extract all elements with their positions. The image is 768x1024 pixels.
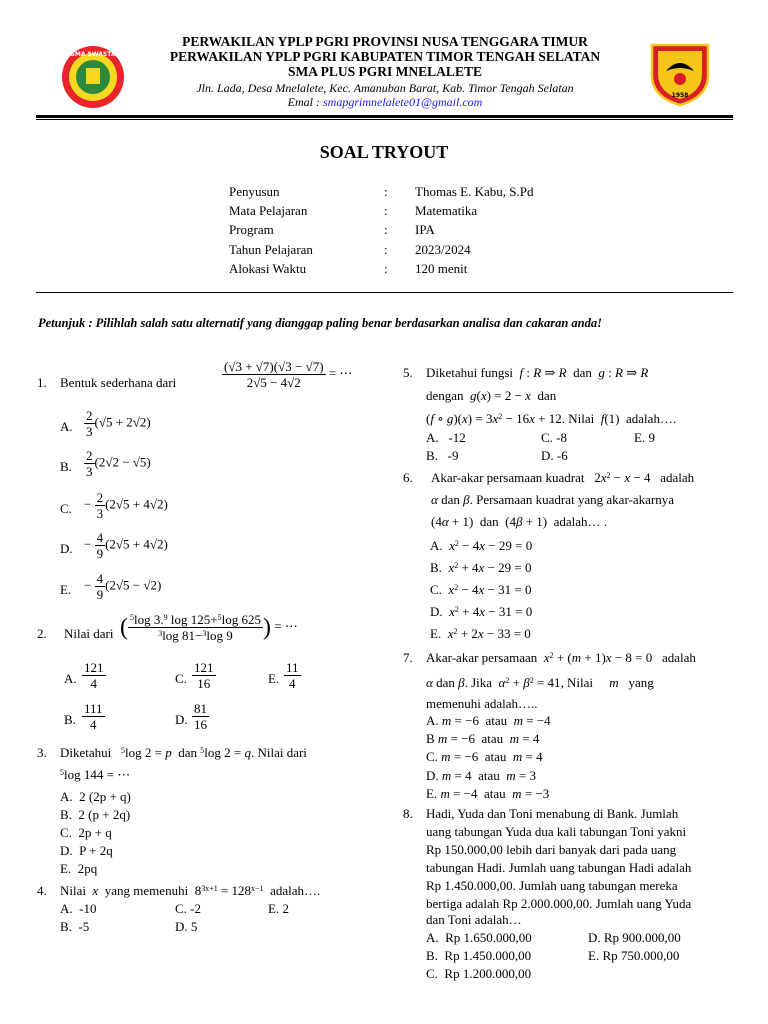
q1-opt-b-label[interactable]: B. (60, 459, 72, 474)
q5-opt-e[interactable]: E. 9 (634, 430, 655, 445)
q1-opt-a-label[interactable]: A. (60, 419, 73, 434)
q4-opt-a[interactable]: A. -10 (60, 901, 97, 916)
q7-line-1: Akar-akar persamaan $x^2 + (m + 1)x - 8 = 0$ adalah (426, 650, 696, 665)
q6-opt-b[interactable]: B. $x^2 + 4x - 29 = 0$ (430, 560, 532, 575)
q1-expression: $\frac{(√3 + √7)(√3 - √7)}{2√5 - 4√2}$ = ⋯ (224, 359, 353, 390)
q1-opt-c-label[interactable]: C. (60, 501, 72, 516)
q3-opt-d[interactable]: D. P + 2q (60, 843, 113, 858)
q8-opt-a[interactable]: A. Rp 1.650.000,00 (426, 930, 532, 945)
svg-text:1958: 1958 (671, 92, 689, 99)
q8-line: Rp 1.450.000,00. Jumlah uang tabungan mereka (426, 878, 678, 893)
q8-line: bertiga adalah Rp 2.000.000,00. Jumlah uang Yuda (426, 896, 692, 911)
q5-opt-b[interactable]: B. -9 (426, 448, 459, 463)
page-title: SOAL TRYOUT (319, 142, 449, 162)
info-sep: : (384, 261, 388, 276)
q7-number: 7. (403, 650, 413, 665)
q8-number: 8. (403, 806, 413, 821)
q2-opt-d-label[interactable]: D. (175, 712, 188, 727)
q5-opt-d[interactable]: D. -6 (541, 448, 568, 463)
header-line-1: PERWAKILAN YPLP PGRI PROVINSI NUSA TENGGARA TIMUR (182, 34, 588, 49)
q8-line: tabungan Hadi. Jumlah uang tabungan Hadi adalah (426, 860, 692, 875)
q1-opt-d[interactable]: − $\frac{4}{9}$ (2√5 + 4√2) (84, 530, 168, 561)
instruction: Petunjuk : Pilihlah salah satu alternatif yang dianggap paling benar berdasarkan analisa dan cakaran anda! (38, 316, 603, 330)
q7-opt-d[interactable]: D. m = 4 atau m = 3 (426, 768, 536, 783)
q5-opt-a[interactable]: A. -12 (426, 430, 466, 445)
q4-opt-e[interactable]: E. 2 (268, 901, 289, 916)
q3-opt-c[interactable]: C. 2p + q (60, 825, 112, 840)
info-label: Alokasi Waktu (229, 261, 307, 276)
q1-opt-d-label[interactable]: D. (60, 541, 73, 556)
q7-opt-e[interactable]: E. m = −4 atau m = −3 (426, 786, 550, 801)
info-sep: : (384, 203, 388, 218)
info-label: Mata Pelajaran (229, 203, 308, 218)
q1-opt-c[interactable]: − $\frac{2}{3}$ (2√5 + 4√2) (84, 490, 168, 521)
q1-opt-a[interactable]: $\frac{2}{3}$ (√5 + 2√2) (86, 408, 151, 439)
info-label: Tahun Pelajaran (229, 242, 313, 257)
district-emblem-right (646, 41, 714, 107)
q4-line-1: Nilai x yang memenuhi $8^{3x+1} = 128^{x-1}$ adalah…. (60, 883, 321, 898)
q4-opt-c[interactable]: C. -2 (175, 901, 202, 916)
q4-opt-d[interactable]: D. 5 (175, 919, 198, 934)
q6-line-2: α dan β. Persamaan kuadrat yang akar-akarnya (431, 492, 674, 507)
info-value: Thomas E. Kabu, S.Pd (415, 184, 534, 199)
q6-number: 6. (403, 470, 413, 485)
q7-line-2: α dan β. Jika $\alpha^2 + \beta^2 = 41$, Nilai m yang (426, 675, 654, 690)
q8-line: dan Toni adalah… (426, 912, 522, 927)
q8-opt-b[interactable]: B. Rp 1.450.000,00 (426, 948, 532, 963)
q2-opt-e-label[interactable]: E. (268, 671, 280, 686)
q2-opt-b-label[interactable]: B. (64, 712, 76, 727)
q1-opt-e[interactable]: − $\frac{4}{9}$ (2√5 − √2) (84, 571, 162, 602)
q8-line: Hadi, Yuda dan Toni menabung di Bank. Jumlah (426, 806, 679, 821)
q5-line-3: (f ∘ $g)(x) = 3x^2 - 16x + 12$. Nilai f(1) adalah…. (426, 411, 677, 426)
q6-opt-d[interactable]: D. $x^2 + 4x - 31 = 0$ (430, 604, 533, 619)
q2-opt-a-label[interactable]: A. (64, 671, 77, 686)
q7-opt-b[interactable]: B m = −6 atau m = 4 (426, 731, 540, 746)
q8-opt-d[interactable]: D. Rp 900.000,00 (588, 930, 681, 945)
q2-expression: ( $\frac{^5\log 3.^9 \log 125+^5\log 625}{^3\log 81-^3\log 9}$ ) = ⋯ (120, 612, 298, 643)
info-value: IPA (415, 222, 435, 237)
info-value: Matematika (415, 203, 478, 218)
q2-opt-a[interactable]: $\frac{121}{4}$ (84, 660, 104, 691)
q5-line-2: dengan g(x) = 2 − x dan (426, 388, 557, 403)
q8-line: Rp 150.000,00 lebih dari banyak dari pada uang (426, 842, 677, 857)
q1-opt-b[interactable]: $\frac{2}{3}$ (2√2 − √5) (86, 448, 151, 479)
info-label: Penyusun (229, 184, 280, 199)
q3-opt-a[interactable]: A. 2 (2p + q) (60, 789, 131, 804)
q7-line-3: memenuhi adalah….. (426, 696, 538, 711)
q5-opt-c[interactable]: C. -8 (541, 430, 568, 445)
info-sep: : (384, 242, 388, 257)
info-value: 120 menit (415, 261, 468, 276)
q1-number: 1. (37, 375, 47, 390)
q6-line-1: Akar-akar persamaan kuadrat $2x^2 - x - 4$ adalah (431, 470, 695, 485)
header-rule-thin (36, 119, 733, 120)
header-line-3: SMA PLUS PGRI MNELALETE (288, 64, 482, 79)
svg-text:SMA SWASTA: SMA SWASTA (70, 51, 116, 58)
header-address: Jln. Lada, Desa Mnelalete, Kec. Amanuban Barat, Kab. Timor Tengah Selatan (196, 81, 574, 95)
q2-opt-c[interactable]: $\frac{121}{16}$ (194, 660, 214, 691)
q1-text: Bentuk sederhana dari (60, 375, 177, 390)
q8-line: uang tabungan Yuda dua kali tabungan Toni yakni (426, 824, 687, 839)
q3-opt-b[interactable]: B. 2 (p + 2q) (60, 807, 131, 822)
q7-opt-c[interactable]: C. m = −6 atau m = 4 (426, 749, 543, 764)
q2-number: 2. (37, 626, 47, 641)
q2-opt-d[interactable]: $\frac{81}{16}$ (194, 701, 207, 732)
info-label: Program (229, 222, 274, 237)
info-sep: : (384, 184, 388, 199)
q6-opt-a[interactable]: A. $x^2 - 4x - 29 = 0$ (430, 538, 533, 553)
q5-number: 5. (403, 365, 413, 380)
info-value: 2023/2024 (415, 242, 471, 257)
header-email-line (140, 95, 630, 109)
q2-opt-e[interactable]: $\frac{11}{4}$ (286, 660, 299, 691)
header-rule-thick (36, 115, 733, 118)
q4-opt-b[interactable]: B. -5 (60, 919, 90, 934)
q6-line-3: (4α + 1) dan (4β + 1) adalah… . (431, 514, 608, 529)
q8-opt-c[interactable]: C. Rp 1.200.000,00 (426, 966, 532, 981)
school-logo-left (60, 44, 126, 110)
email-link[interactable]: smapgrimnelalete01@gmail.com (322, 95, 483, 109)
q2-text: Nilai dari (64, 626, 114, 641)
q8-opt-e[interactable]: E. Rp 750.000,00 (588, 948, 680, 963)
q6-opt-e[interactable]: E. $x^2 + 2x - 33 = 0$ (430, 626, 531, 641)
q3-line-1: Diketahui $^5$log 2 = p dan $^5$log 2 = q. Nilai dari (60, 745, 307, 760)
q3-number: 3. (37, 745, 47, 760)
info-sep: : (384, 222, 388, 237)
q2-opt-b[interactable]: $\frac{111}{4}$ (84, 701, 103, 732)
info-rule (36, 292, 733, 293)
q7-opt-a[interactable]: A. m = −6 atau m = −4 (426, 713, 551, 728)
q3-opt-e[interactable]: E. 2pq (60, 861, 98, 876)
q2-opt-c-label[interactable]: C. (175, 671, 187, 686)
header-line-2: PERWAKILAN YPLP PGRI KABUPATEN TIMOR TENGAH SELATAN (169, 49, 601, 64)
q6-opt-c[interactable]: C. $x^2 - 4x - 31 = 0$ (430, 582, 532, 597)
q5-line-1: Diketahui fungsi f : R ⇒ R dan g : R ⇒ R (426, 365, 649, 380)
email-label: Emal : (287, 95, 323, 109)
q1-opt-e-label[interactable]: E. (60, 582, 72, 597)
q3-line-2: $^5$log 144 = ⋯ (60, 767, 131, 782)
q4-number: 4. (37, 883, 47, 898)
